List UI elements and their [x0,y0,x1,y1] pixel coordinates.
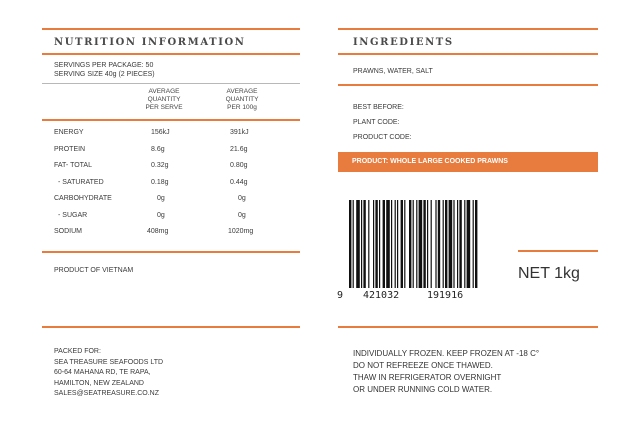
row-label: - SUGAR [58,211,88,219]
barcode-icon [347,200,483,290]
barcode-bar [464,200,465,288]
column-header-line: PER 100g [227,104,257,111]
barcode-right-group: 191916 [427,290,464,301]
barcode-bar [401,200,403,288]
nutrition-table [54,129,304,244]
serving-rule [42,83,300,84]
row-per-serve: 0g [157,211,165,219]
row-per-serve: 0g [157,195,165,202]
barcode-bar [423,200,425,288]
barcode-bar [453,200,454,288]
barcode-bar [419,200,423,288]
row-per-serve: 408mg [147,228,169,235]
barcode-bar [413,200,414,288]
table-row [54,179,314,195]
storage-instructions [353,348,539,396]
barcode-bar [459,200,461,288]
nutrition-title-rule [42,53,300,55]
product-banner: PRODUCT: WHOLE LARGE COOKED PRAWNS [338,152,598,172]
table-row [54,162,314,178]
row-per-100g: 0.44g [230,178,248,186]
plant-code-label: PLANT CODE: [353,119,400,126]
barcode-bar [375,200,377,288]
packer-line: HAMILTON, NEW ZEALAND [54,379,144,387]
storage-line: OR UNDER RUNNING COLD WATER. [353,385,493,394]
storage-top-rule [338,326,598,328]
packer-line: SEA TREASURE SEAFOODS LTD [54,358,164,366]
table-row [54,146,314,162]
storage-line: INDIVIDUALLY FROZEN. KEEP FROZEN AT -18 C° [353,349,540,358]
codes-block [353,100,412,145]
column-header-line: AVERAGE [226,88,258,95]
ingredients-text: PRAWNS, WATER, SALT [353,68,433,75]
best-before-label: BEST BEFORE: [353,104,404,111]
barcode-bar [363,200,365,288]
table-header-rule [42,119,300,121]
nutrition-title: NUTRITION INFORMATION [54,37,246,48]
barcode-bar [404,200,405,288]
barcode-bar [349,200,351,288]
row-per-serve: 156kJ [151,129,170,136]
row-per-100g: 391kJ [230,129,249,136]
barcode-bar [379,200,380,288]
barcode-bar [356,200,360,288]
row-label: CARBOHYDRATE [54,195,112,202]
nutrition-bottom-rule [42,251,300,253]
packer-line: 60-64 MAHANA RD, TE RAPA, [54,369,151,376]
country-of-origin: PRODUCT OF VIETNAM [54,267,134,274]
barcode-bar [443,200,444,288]
row-per-serve: 0.32g [151,162,169,169]
nutrition-top-rule [42,28,300,30]
column-header-line: QUANTITY [147,96,181,103]
packed-for-block [54,347,163,400]
storage-line: DO NOT REFREEZE ONCE THAWED. [353,361,493,370]
column-header-line: PER SERVE [145,104,183,111]
row-per-100g: 0g [238,211,246,219]
barcode-bar [473,200,474,288]
row-label: PROTEIN [54,145,86,153]
table-row [54,212,314,228]
packer-top-rule [42,326,300,328]
barcode-bar [416,200,417,288]
row-label: - SATURATED [58,178,104,186]
row-per-100g: 0.80g [230,162,248,169]
barcode-bar [386,200,390,288]
ingredients-top-rule [338,28,598,30]
ingredients-title: INGREDIENTS [353,37,454,48]
row-per-100g: 0g [238,195,246,202]
column-header-per-serve [134,88,194,112]
row-per-serve: 8.6g [151,145,165,153]
ingredients-bottom-rule [338,84,598,86]
barcode-bar [361,200,362,288]
barcode-bar [353,200,354,288]
servings-per-package: SERVINGS PER PACKAGE: 50 [54,62,154,69]
ingredients-title-rule [338,53,598,55]
row-label: ENERGY [54,129,84,136]
barcode-bar [435,200,436,288]
table-row [54,228,314,244]
packer-email: SALES@SEATREASURE.CO.NZ [54,390,159,397]
table-row [54,129,314,145]
barcode-bar [409,200,411,288]
barcode-bar [373,200,374,288]
barcode-bar [395,200,396,288]
barcode-first-digit: 9 [337,290,344,301]
serving-size: SERVING SIZE 40g (2 PIECES) [54,71,155,78]
table-row [54,195,314,211]
barcode-bar [391,200,392,288]
row-per-100g: 21.6g [230,145,248,153]
storage-line: THAW IN REFRIGERATOR OVERNIGHT [353,373,502,382]
barcode-bar [397,200,398,288]
column-header-line: AVERAGE [148,88,180,95]
column-header-per-100g [212,88,272,112]
barcode-bar [457,200,458,288]
barcode-bar [368,200,369,288]
net-top-rule [518,250,598,252]
barcode-bar [445,200,447,288]
column-header-line: QUANTITY [225,96,259,103]
barcode-bar [431,200,432,288]
barcode-left-group: 421032 [363,290,400,301]
row-label: FAT- TOTAL [54,162,92,169]
net-weight: NET 1kg [518,265,580,282]
barcode-bar [438,200,440,288]
barcode-bar [383,200,385,288]
product-code-label: PRODUCT CODE: [353,134,412,141]
barcode-bar [467,200,471,288]
barcode-bar [475,200,477,288]
barcode-bar [449,200,453,288]
row-per-100g: 1020mg [228,228,254,235]
row-per-serve: 0.18g [151,178,169,186]
packed-for-heading: PACKED FOR: [54,348,101,355]
row-label: SODIUM [54,228,82,235]
barcode-bar [427,200,428,288]
